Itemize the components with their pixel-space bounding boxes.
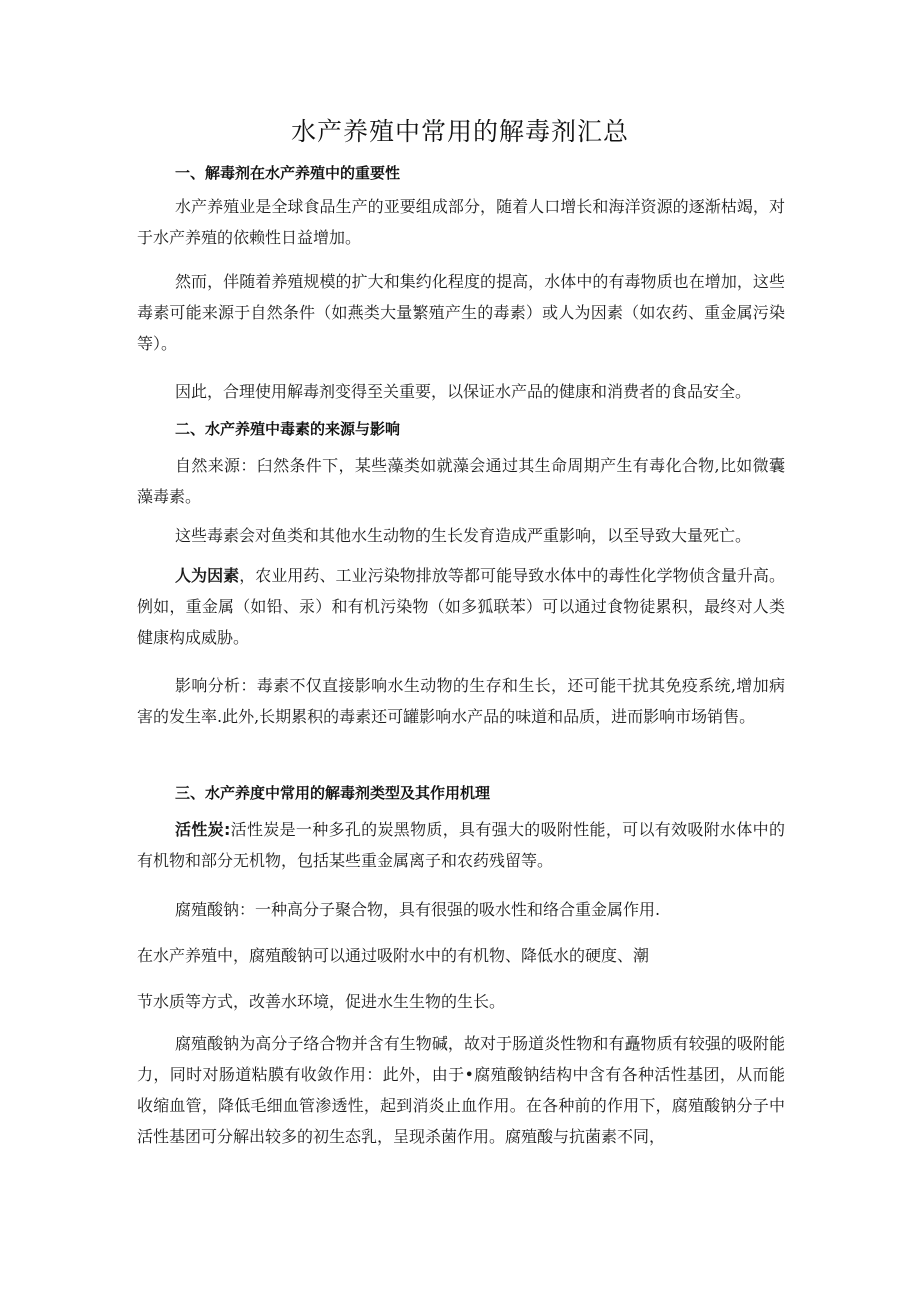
paragraph-line: 节水质等方式，改善水环境，促进水生生物的生长。 xyxy=(137,992,506,1011)
paragraph: 然而，伴随着养殖规模的扩大和集约化程度的提高，水体中的有毒物质也在增加，这些毒素可能来源于自然条件（如燕类大量繁殖产生的毒素）或人为因素（如农药、重金属污染等）。 xyxy=(137,272,785,353)
paragraph: 影响分析：毒素不仅直接影响水生动物的生存和生长，还可能干扰其免疫系统,增加病害的发生率.此外,长期累积的毒素还可罐影响水产品的味道和品质，进而影响市场销售。 xyxy=(137,676,785,726)
paragraph-line: 在水产养殖中，腐殖酸钠可以通过吸附水中的有机物、降低水的硬度、潮 xyxy=(137,946,650,965)
paragraph: 这些毒素会对鱼类和其他水生动物的生长发育造成严重影响，以至导致大量死亡。 xyxy=(175,526,752,545)
paragraph: 腐殖酸钠为高分子络合物并含有生物碱，故对于肠道炎性物和有矗物质有较强的吸附能力，同时对肠道粘膜有收敛作用：此外，由于•腐殖酸钠结构中含有各种活性基团，从而能收缩血管，降低毛细血管渗透性，起到消炎止血作用。在各种前的作用下，腐殖酸钠分子中活性基团可分解出较多的初生态乳，呈现杀菌作用。腐殖酸与抗菌素不同， xyxy=(137,1034,785,1146)
paragraph: 自然来源：臼然条件下，某些藻类如就藻会通过其生命周期产生有毒化合物,比如微囊藻毒素。 xyxy=(137,456,785,506)
term-activated-carbon: 活性炭: xyxy=(175,820,231,839)
paragraph-text: 活性炭是一种多孔的炭黑物质，具有强大的吸附性能，可以有效吸附水体中的有机物和部分无机物，包括某些重金属离子和农药残留等。 xyxy=(137,820,785,870)
paragraph-text: ，农业用药、工业污染物排放等都可能导致水体中的毒性化学物侦含量升高。例如，重金属（如铅、汞）和有机污染物（如多狐联苯）可以通过食物徒累积，最终对人类健康构成威胁。 xyxy=(137,566,785,647)
paragraph-human-factors xyxy=(137,560,785,653)
paragraph: 水产养殖业是全球食品生产的亚要组成部分，随着人口增长和海洋资源的逐渐枯竭，对于水产养殖的依赖性日益增加。 xyxy=(137,197,785,247)
paragraph: 腐殖酸钠：一种高分子聚合物，具有很强的吸水性和络合重金属作用. xyxy=(175,900,661,919)
term-human-factors: 人为因素 xyxy=(175,566,240,585)
document-title: 水产养殖中常用的解毒剂汇总 xyxy=(290,117,629,146)
section-heading-2: 二、水产养殖中毒素的来源与影响 xyxy=(175,420,401,438)
section-heading-1: 一、解毒剂在水产养殖中的重要性 xyxy=(175,164,401,182)
paragraph: 因此，合理使用解毒剂变得至关重要，以保证水产品的健康和消费者的食品安全。 xyxy=(175,382,752,401)
section-heading-3: 三、水产养度中常用的解毒剂类型及其作用机理 xyxy=(175,784,491,802)
paragraph-activated-carbon xyxy=(137,814,785,876)
